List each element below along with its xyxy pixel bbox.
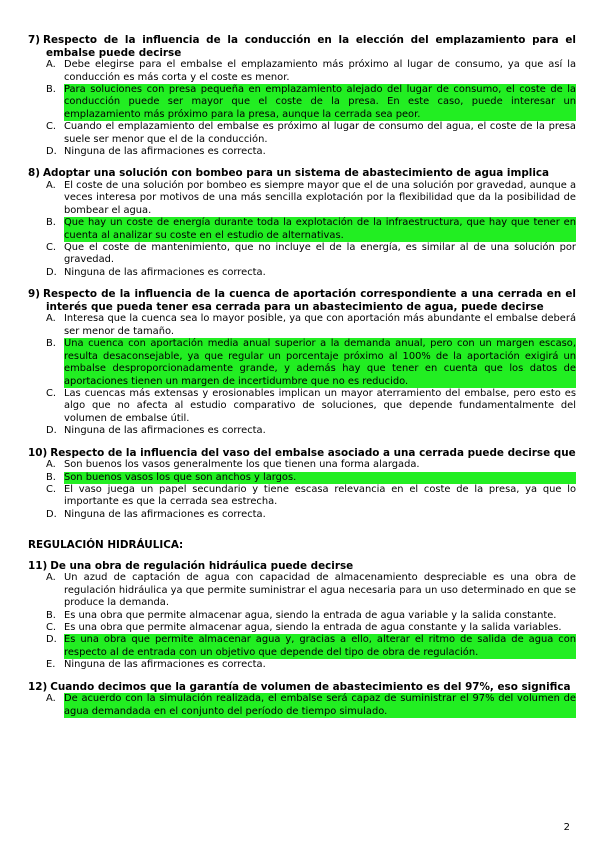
option-letter: C. <box>46 121 57 133</box>
option-text: Es una obra que permite almacenar agua, siendo la entrada de agua constante y la salida variables. <box>64 621 562 633</box>
question-number: 8) <box>28 167 40 180</box>
option-text: Son buenos vasos los que son anchos y largos. <box>64 472 576 484</box>
answer-option <box>28 242 576 267</box>
question-text: De una obra de regulación hidráulica puede decirse <box>50 559 354 572</box>
option-text: Ninguna de las afirmaciones es correcta. <box>64 266 266 278</box>
question <box>28 447 576 522</box>
answer-option <box>28 572 576 609</box>
answer-option <box>28 121 576 146</box>
question-number: 11) <box>28 559 48 572</box>
answer-option-highlighted <box>28 634 576 659</box>
option-text: Es una obra que permite almacenar agua y, gracias a ello, alterar el ritmo de salida de agua con respecto al de entrada con un objetivo que depende del tipo de obra de regulación. <box>64 634 576 658</box>
answer-option <box>28 659 576 671</box>
option-text: Que el coste de mantenimiento, que no incluye el de la energía, es similar al de una solución por gravedad. <box>64 242 576 266</box>
answer-option <box>28 610 576 622</box>
option-text: Es una obra que permite almacenar agua, siendo la entrada de agua variable y la salida constante. <box>64 609 557 621</box>
option-letter: C. <box>46 621 57 633</box>
option-letter: A. <box>46 693 56 705</box>
answer-option-highlighted <box>28 693 576 718</box>
question-title <box>28 560 576 573</box>
answer-option <box>28 459 576 471</box>
option-text: Un azud de captación de agua con capacidad de almacenamiento despreciable es una obra de regulación hidráulica ya que permite suministrar el agua necesaria para un uso determinado en que se produce la demanda. <box>64 572 576 609</box>
question-number: 12) <box>28 680 48 693</box>
question <box>28 288 576 437</box>
question-title <box>28 167 576 180</box>
option-letter: D. <box>46 508 57 520</box>
option-text: Ninguna de las afirmaciones es correcta. <box>64 146 266 158</box>
question-title <box>28 681 576 694</box>
questions-group-a <box>28 34 576 521</box>
answer-option-highlighted <box>28 217 576 242</box>
option-letter: E. <box>46 659 56 671</box>
question-number: 10) <box>28 446 48 459</box>
question-text: Respecto de la influencia de la conducción en la elección del emplazamiento para el embalse puede decirse <box>42 34 576 59</box>
option-letter: D. <box>46 146 57 158</box>
answer-option <box>28 180 576 217</box>
answer-option <box>28 59 576 84</box>
option-text: Ninguna de las afirmaciones es correcta. <box>64 659 266 671</box>
option-text: Cuando el emplazamiento del embalse es próximo al lugar de consumo del agua, el coste de la presa suele ser menor que el de la conducción. <box>64 121 576 145</box>
option-letter: D. <box>46 266 57 278</box>
option-text: Para soluciones con presa pequeña en emplazamiento alejado del lugar de consumo, el coste de la conducción puede ser mayor que el coste de la presa. En este caso, puede interesar un emplazamiento más próximo para la presa, aunque la cerrada sea peor. <box>64 84 576 120</box>
question-text: Adoptar una solución con bombeo para un sistema de abastecimiento de agua implica <box>42 167 550 180</box>
section-title: REGULACIÓN HIDRÁULICA: <box>28 539 184 552</box>
answer-option <box>28 313 576 338</box>
option-text: Debe elegirse para el embalse el emplazamiento más próximo al lugar de consumo, ya que así la conducción es más corta y el coste es menor. <box>64 59 576 83</box>
option-text: Ninguna de las afirmaciones es correcta. <box>64 425 266 437</box>
option-text: De acuerdo con la simulación realizada, el embalse será capaz de suministrar el 97% del volumen de agua demandada en el conjunto del período de tiempo simulado. <box>64 693 576 717</box>
question <box>28 681 576 718</box>
option-text: El coste de una solución por bombeo es siempre mayor que el de una solución por gravedad, aunque a veces interesa por motivos de una más sencilla explotación por la flexibilidad que da la posibilidad de bombear el agua. <box>64 180 576 216</box>
question-title <box>28 447 576 460</box>
option-letter: A. <box>46 459 56 471</box>
question-title <box>28 288 576 313</box>
answer-option-highlighted <box>28 472 576 484</box>
question-text: Cuando decimos que la garantía de volumen de abastecimiento es del 97%, eso significa <box>50 680 571 693</box>
option-letter: B. <box>46 217 56 229</box>
answer-option <box>28 484 576 509</box>
question-number: 7) <box>28 34 40 46</box>
option-letter: D. <box>46 634 57 646</box>
question-text: Respecto de la influencia de la cuenca de aportación correspondiente a una cerrada en el interés que pueda tener esa cerrada para un abastecimiento de agua, puede decirse <box>42 288 576 313</box>
option-text: El vaso juega un papel secundario y tiene escasa relevancia en el coste de la presa, ya que lo importante es que la cerrada sea estrecha. <box>64 483 576 508</box>
option-letter: B. <box>46 84 56 95</box>
option-letter: B. <box>46 609 56 621</box>
option-letter: B. <box>46 338 56 350</box>
option-text: Son buenos los vasos generalmente los que tienen una forma alargada. <box>64 459 420 471</box>
question <box>28 560 576 672</box>
option-text: Ninguna de las afirmaciones es correcta. <box>64 508 266 520</box>
question-title <box>28 34 576 59</box>
option-text: Las cuencas más extensas y erosionables implican un mayor aterramiento del embalse, pero esto es algo que no afecta al estudio comparativo de soluciones, que depende fundamentalmente del volumen de embalse útil. <box>64 387 576 424</box>
option-letter: A. <box>46 572 56 584</box>
option-text: Una cuenca con aportación media anual superior a la demanda anual, pero con un margen escaso, resulta desaconsejable, ya que regular un porcentaje próximo al 100% de la aportación exigirá un embalse desproporcionadamente grande, y además hay que tener en cuenta que los datos de aportaciones tienen un margen de incertidumbre que no es reducido. <box>64 338 576 387</box>
answer-option <box>28 622 576 634</box>
option-letter: D. <box>46 425 57 437</box>
answer-option <box>28 267 576 279</box>
question <box>28 167 576 279</box>
option-letter: C. <box>46 483 57 495</box>
option-letter: B. <box>46 471 56 483</box>
question <box>28 34 576 158</box>
page-number: 2 <box>563 822 570 833</box>
option-letter: C. <box>46 242 57 254</box>
answer-option <box>28 509 576 521</box>
answer-option-highlighted <box>28 338 576 388</box>
answer-option <box>28 388 576 425</box>
answer-option <box>28 425 576 437</box>
option-letter: A. <box>46 313 56 325</box>
answer-option-highlighted <box>28 84 576 121</box>
questions-group-b <box>28 560 576 718</box>
answer-option <box>28 146 576 158</box>
question-text: Respecto de la influencia del vaso del embalse asociado a una cerrada puede decirse que <box>50 446 576 459</box>
question-number: 9) <box>28 288 40 301</box>
option-text: Que hay un coste de energía durante toda la explotación de la infraestructura, que hay que tener en cuenta al analizar su coste en el estudio de alternativas. <box>64 217 576 241</box>
option-letter: C. <box>46 387 57 399</box>
option-letter: A. <box>46 59 56 71</box>
option-text: Interesa que la cuenca sea lo mayor posible, ya que con aportación más abundante el embalse deberá ser menor de tamaño. <box>64 313 576 337</box>
option-letter: A. <box>46 180 56 192</box>
page-content <box>28 34 576 727</box>
